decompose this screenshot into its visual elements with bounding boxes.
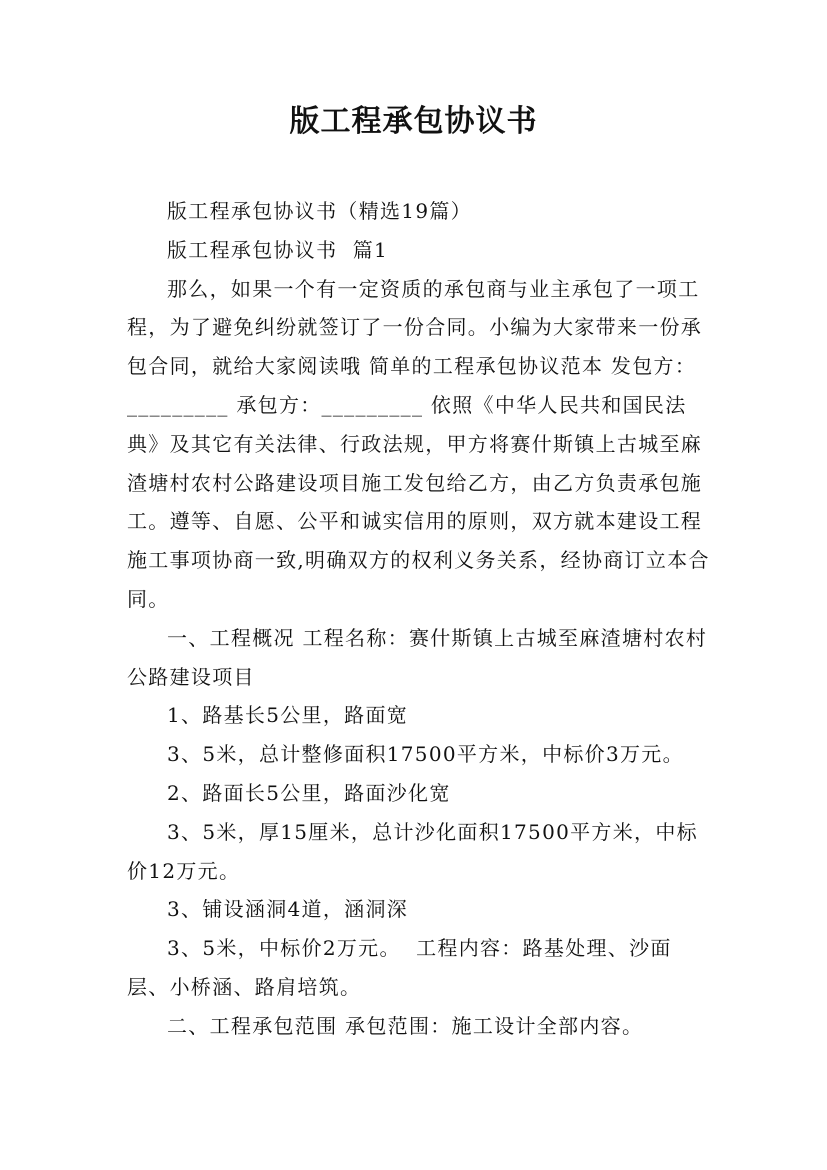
document-title: 版工程承包协议书	[289, 104, 538, 139]
paragraph-item-culvert: 3、铺设涵洞4道，涵洞深	[167, 897, 409, 922]
paragraph-item-roadbed: 1、路基长5公里，路面宽	[167, 703, 409, 728]
paragraph-item-surface-detail: 3、5米，厚15厘米，总计沙化面积17500平方米，中标价12万元。	[127, 819, 698, 883]
paragraph-item-culvert-detail: 3、5米，中标价2万元。 工程内容：路基处理、沙面层、小桥涵、路肩培筑。	[127, 936, 672, 999]
paragraph-subtitle: 版工程承包协议书（精选19篇）	[167, 199, 472, 223]
paragraph-scope: 二、工程承包范围 承包范围：施工设计全部内容。	[167, 1013, 644, 1038]
document-body	[127, 192, 712, 1046]
paragraph-intro: 那么，如果一个有一定资质的承包商与业主承包了一项工程，为了避免纠纷就签订了一份合同。小编为大家带来一份承包合同，就给大家阅读哦 简单的工程承包协议范本 发包方：_________ 承包方：_________ 依照《中华人民共和国民法典》及其它有关法律、行政法规，甲方将赛什斯镇上古城至麻渣塘村农村公路建设项目施工发包给乙方，由乙方负责承包施工。遵等、自愿、公平和诚实信用的原则，双方就本建设工程施工事项协商一致,明确双方的权利义务关系，经协商订立本合同。	[127, 276, 710, 611]
paragraph-section-heading: 版工程承包协议书 篇1	[167, 237, 389, 262]
paragraph-item-surface: 2、路面长5公里，路面沙化宽	[167, 780, 451, 805]
paragraph-item-roadbed-detail: 3、5米，总计整修面积17500平方米，中标价3万元。	[167, 742, 684, 767]
paragraph-project-overview: 一、工程概况 工程名称：赛什斯镇上古城至麻渣塘村农村公路建设项目	[127, 625, 708, 689]
